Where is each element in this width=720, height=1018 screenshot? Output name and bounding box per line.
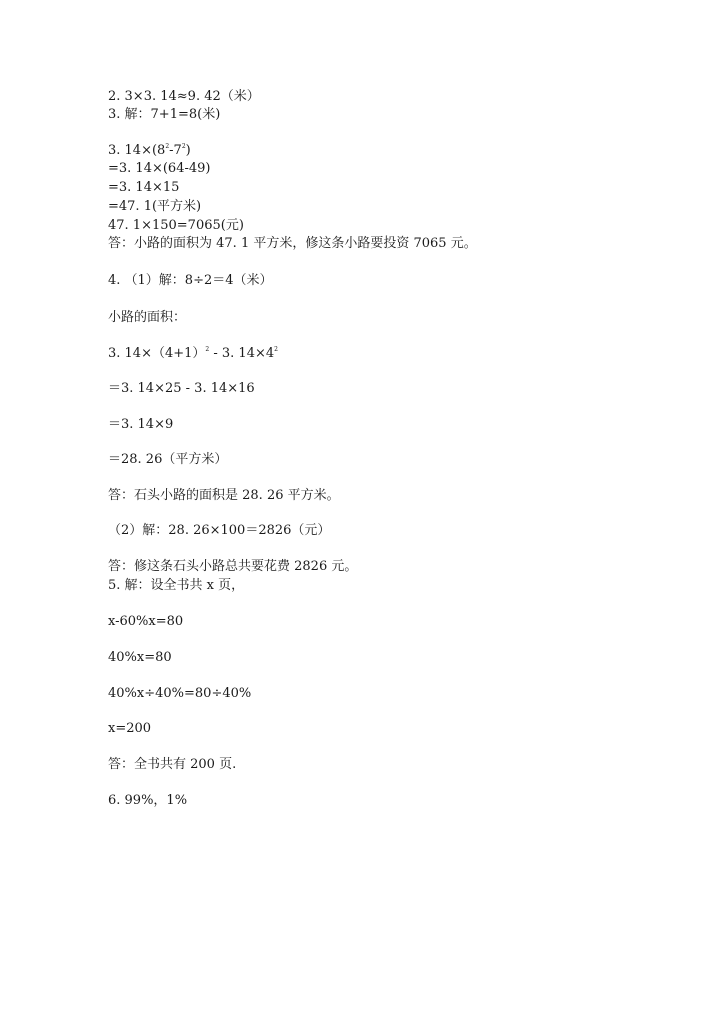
- answer-line-3: 3. 解：7+1=8(米): [108, 107, 221, 122]
- calc-line: 40%x÷40%=80÷40%: [108, 686, 252, 701]
- answer-line-2: 2. 3×3. 14≈9. 42（米）: [108, 89, 260, 104]
- calc-line: x-60%x=80: [108, 614, 184, 629]
- section-label: 小路的面积：: [108, 310, 187, 325]
- calc-line: =47. 1(平方米): [108, 199, 202, 214]
- calc-line: 47. 1×150=7065(元): [108, 218, 244, 233]
- calc-line: 40%x=80: [108, 650, 172, 665]
- calc-line: ＝3. 14×25 - 3. 14×16: [108, 381, 255, 396]
- calc-line: x=200: [108, 721, 152, 736]
- answer-line-5: 5. 解：设全书共 x 页，: [108, 578, 245, 593]
- answer-statement: 答：石头小路的面积是 28. 26 平方米。: [108, 488, 340, 503]
- calc-line: 3. $14\times(8^2-7^2)$: [108, 143, 191, 158]
- calc-line: ＝28. 26（平方米）: [108, 452, 228, 467]
- calc-line: =3. 14×(64-49): [108, 161, 211, 176]
- calc-line: （2）解：28. 26×100＝2826（元）: [108, 523, 331, 538]
- calc-line: ＝3. 14×9: [108, 417, 174, 432]
- answer-statement: 答：全书共有 200 页.: [108, 757, 237, 772]
- answer-line-4: 4. （1）解：8÷2＝4（米）: [108, 273, 273, 288]
- answer-line-6: 6. 99%，1%: [108, 793, 188, 808]
- answer-statement: 答：修这条石头小路总共要花费 2826 元。: [108, 559, 358, 574]
- calc-line: =3. 14×15: [108, 180, 180, 195]
- calc-line: 3. $14\times(4+1)^2 - 3$. $14\times 4^2$: [108, 346, 278, 361]
- answer-statement: 答：小路的面积为 47. 1 平方米，修这条小路要投资 7065 元。: [108, 236, 477, 251]
